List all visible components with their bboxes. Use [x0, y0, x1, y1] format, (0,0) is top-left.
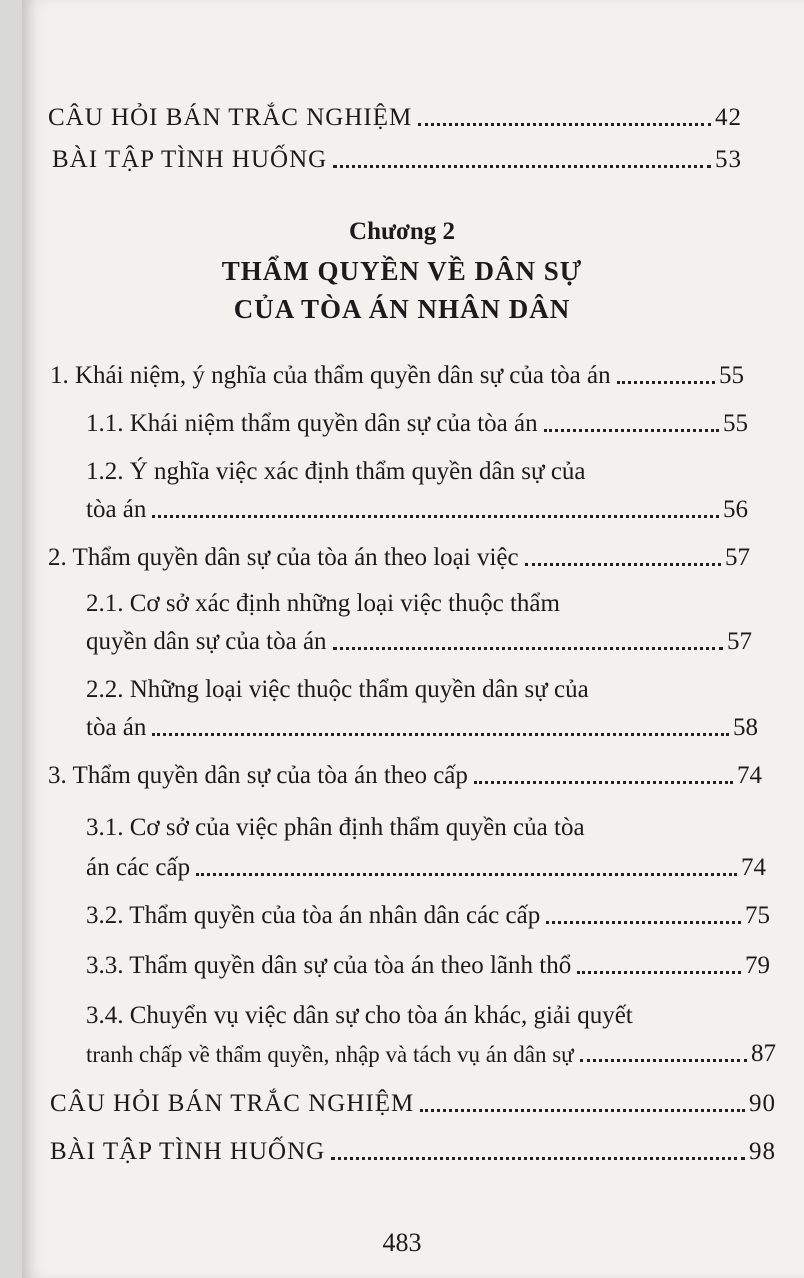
toc-entry-page: 87	[751, 1040, 776, 1067]
toc-entry-quiz-2	[50, 1090, 776, 1118]
toc-entry-page: 74	[741, 854, 766, 881]
toc-entry-title: 3.1. Cơ sở của việc phân định thẩm quyền của tòa	[86, 814, 585, 841]
toc-entry-page: 56	[723, 496, 748, 523]
chapter-title-line1: THẨM QUYỀN VỀ DÂN SỰ	[221, 256, 583, 286]
leader-dots	[544, 429, 719, 432]
toc-section-2-2-line2	[86, 714, 758, 742]
toc-section-2	[48, 544, 750, 572]
toc-entry-page: 53	[715, 146, 742, 173]
toc-entry-quiz-1	[48, 104, 742, 132]
leader-dots	[333, 165, 711, 168]
toc-entry-page: 42	[715, 104, 742, 131]
leader-dots	[474, 781, 733, 784]
toc-entry-title: 2.2. Những loại việc thuộc thẩm quyền dân sự của	[86, 676, 589, 703]
toc-entry-title: BÀI TẬP TÌNH HUỐNG	[50, 1138, 326, 1165]
toc-entry-title: 2. Thẩm quyền dân sự của tòa án theo loại việc	[48, 544, 519, 571]
toc-entry-page: 74	[737, 762, 762, 789]
leader-dots	[546, 921, 741, 924]
toc-section-1-2-line2	[86, 496, 748, 524]
toc-entry-title-cont: tòa án	[86, 714, 147, 741]
toc-entry-title: BÀI TẬP TÌNH HUỐNG	[52, 146, 328, 173]
toc-section-3-1-line2	[86, 854, 766, 882]
leader-dots	[525, 563, 721, 566]
chapter-label: Chương 2	[349, 218, 455, 245]
toc-entry-title: 1.2. Ý nghĩa việc xác định thẩm quyền dân sự của	[86, 458, 586, 485]
toc-entry-page: 57	[727, 628, 752, 655]
toc-section-3-2	[86, 902, 770, 930]
toc-entry-title: 3.3. Thẩm quyền dân sự của tòa án theo lãnh thổ	[86, 952, 572, 979]
toc-entry-title: 1. Khái niệm, ý nghĩa của thẩm quyền dân sự của tòa án	[50, 362, 611, 389]
toc-entry-page: 79	[745, 952, 770, 979]
toc-entry-page: 55	[719, 362, 744, 389]
toc-entry-title: CÂU HỎI BÁN TRẮC NGHIỆM	[48, 104, 413, 131]
toc-section-3-4-line1	[86, 1002, 776, 1030]
toc-section-3-3	[86, 952, 770, 980]
leader-dots	[152, 515, 719, 518]
toc-section-2-1-line2	[86, 628, 752, 656]
leader-dots	[577, 971, 741, 974]
toc-entry-page: 55	[723, 410, 748, 437]
toc-entry-page: 57	[725, 544, 750, 571]
leader-dots	[617, 381, 715, 384]
toc-section-1	[50, 362, 744, 390]
leader-dots	[418, 123, 711, 126]
leader-dots	[580, 1059, 747, 1062]
toc-section-2-1-line1	[86, 590, 752, 618]
toc-entry-title-cont: tranh chấp về thẩm quyền, nhập và tách vụ án dân sự	[86, 1042, 574, 1067]
toc-entry-cases-1	[52, 146, 742, 174]
toc-entry-cases-2	[50, 1138, 776, 1166]
toc-entry-title: 1.1. Khái niệm thẩm quyền dân sự của tòa án	[86, 410, 538, 437]
leader-dots	[152, 733, 729, 736]
toc-entry-page: 75	[745, 902, 770, 929]
toc-section-1-1	[86, 410, 748, 438]
toc-section-1-2-line1	[86, 458, 748, 486]
chapter-title-line2: CỦA TÒA ÁN NHÂN DÂN	[233, 294, 571, 324]
toc-entry-page: 90	[749, 1090, 776, 1117]
toc-entry-title-cont: tòa án	[86, 496, 147, 523]
leader-dots	[333, 647, 723, 650]
toc-entry-title: CÂU HỎI BÁN TRẮC NGHIỆM	[50, 1090, 415, 1117]
toc-entry-title: 3.2. Thẩm quyền của tòa án nhân dân các cấp	[86, 902, 541, 929]
toc-section-2-2-line1	[86, 676, 758, 704]
toc-section-3-4-line2	[86, 1040, 776, 1068]
leader-dots	[331, 1157, 745, 1160]
toc-entry-page: 98	[749, 1138, 776, 1165]
toc-entry-title: 3.4. Chuyển vụ việc dân sự cho tòa án khác, giải quyết	[86, 1002, 633, 1029]
leader-dots	[420, 1109, 745, 1112]
toc-entry-title: 2.1. Cơ sở xác định những loại việc thuộc thẩm	[86, 590, 560, 617]
leader-dots	[196, 873, 737, 876]
toc-section-3-1-line1	[86, 814, 766, 842]
toc-entry-title-cont: quyền dân sự của tòa án	[86, 628, 327, 655]
toc-entry-title-cont: án các cấp	[86, 854, 191, 881]
page-number: 483	[382, 1228, 422, 1257]
toc-entry-page: 58	[733, 714, 758, 741]
toc-section-3	[48, 762, 762, 790]
toc-entry-title: 3. Thẩm quyền dân sự của tòa án theo cấp	[48, 762, 468, 789]
